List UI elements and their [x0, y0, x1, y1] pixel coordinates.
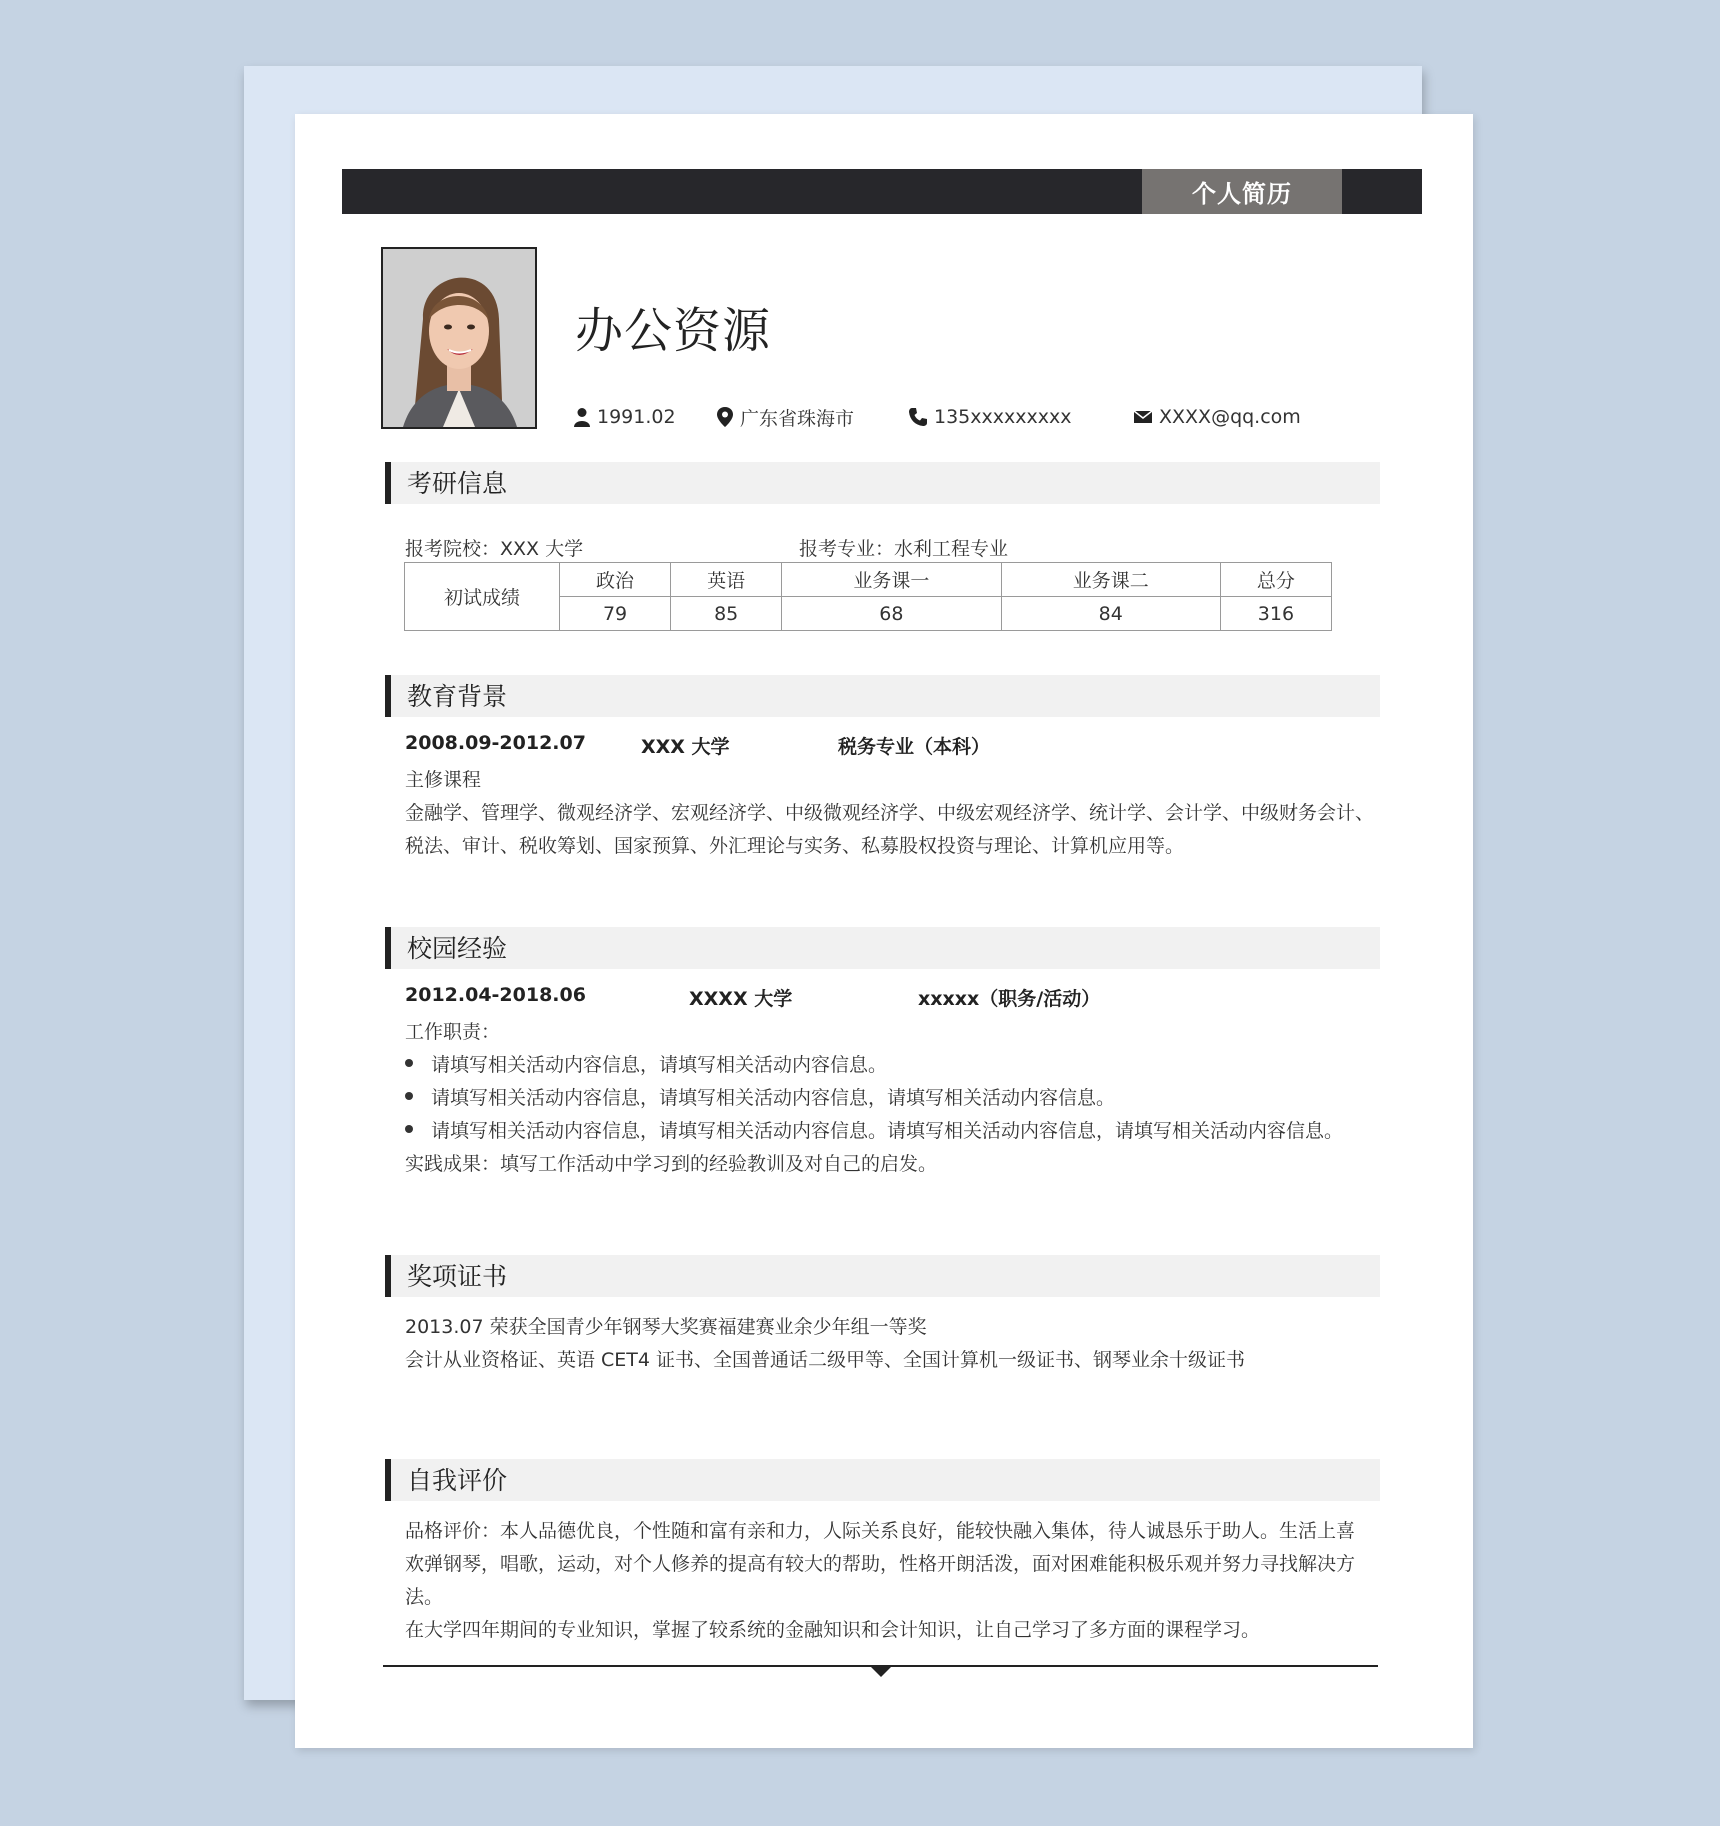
award-line-1: 2013.07 荣获全国青少年钢琴大奖赛福建赛业余少年组一等奖 — [405, 1316, 927, 1338]
score-col-politics: 政治 — [560, 563, 671, 597]
score-col-english: 英语 — [671, 563, 782, 597]
duty-item-3: 请填写相关活动内容信息，请填写相关活动内容信息。请填写相关活动内容信息，请填写相关活动内容信息。 — [405, 1116, 1343, 1143]
education-major: 税务专业（本科） — [838, 736, 991, 758]
education-school: XXX 大学 — [641, 736, 730, 758]
email-info — [1133, 402, 1301, 432]
campus-period: 2012.04-2018.06 — [405, 984, 586, 1006]
score-col-total: 总分 — [1220, 563, 1331, 597]
exam-score-table — [404, 562, 1332, 631]
header-bar — [342, 169, 1422, 214]
duty-item-2: 请填写相关活动内容信息，请填写相关活动内容信息，请填写相关活动内容信息。 — [405, 1083, 1115, 1110]
self-eval-line-3: 法。 — [405, 1586, 444, 1608]
self-eval-section-title: 自我评价 — [407, 1466, 508, 1495]
email-text: XXXX@qq.com — [1159, 406, 1301, 428]
campus-section-title: 校园经验 — [407, 934, 508, 963]
practice-result: 实践成果：填写工作活动中学习到的经验教训及对自己的启发。 — [405, 1153, 938, 1175]
location-info — [716, 402, 854, 432]
location-pin-icon — [716, 406, 734, 428]
portrait-image — [383, 249, 535, 427]
score-politics: 79 — [560, 597, 671, 631]
awards-section-title: 奖项证书 — [407, 1262, 508, 1291]
awards-section-header — [385, 1255, 1380, 1297]
person-icon — [573, 407, 591, 427]
score-course1: 68 — [782, 597, 1001, 631]
envelope-icon — [1133, 409, 1153, 425]
duty-label: 工作职责： — [405, 1021, 501, 1043]
phone-text: 135xxxxxxxxx — [934, 406, 1072, 428]
education-section-header — [385, 675, 1380, 717]
birth-text: 1991.02 — [597, 406, 676, 428]
exam-section-title: 考研信息 — [407, 469, 508, 498]
bottom-divider-arrow — [871, 1667, 891, 1677]
phone-info — [908, 402, 1071, 432]
score-total: 316 — [1220, 597, 1331, 631]
campus-section-header — [385, 927, 1380, 969]
self-eval-line-4: 在大学四年期间的专业知识，掌握了较系统的金融知识和会计知识，让自己学习了多方面的课程学习。 — [405, 1619, 1261, 1641]
campus-school: XXXX 大学 — [689, 988, 793, 1010]
profile-photo — [381, 247, 537, 429]
score-row-label: 初试成绩 — [405, 563, 560, 631]
duty-item-1: 请填写相关活动内容信息，请填写相关活动内容信息。 — [405, 1050, 887, 1077]
phone-icon — [908, 407, 928, 427]
header-tag: 个人简历 — [1142, 169, 1342, 214]
location-text: 广东省珠海市 — [740, 407, 855, 430]
birth-info — [573, 402, 676, 432]
exam-major: 报考专业：水利工程专业 — [799, 538, 1009, 560]
courses-line-2: 税法、审计、税收筹划、国家预算、外汇理论与实务、私募股权投资与理论、计算机应用等。 — [405, 835, 1185, 857]
score-col-course1: 业务课一 — [782, 563, 1001, 597]
self-eval-section-header — [385, 1459, 1380, 1501]
courses-line-1: 金融学、管理学、微观经济学、宏观经济学、中级微观经济学、中级宏观经济学、统计学、会计学、中级财务会计、 — [405, 802, 1375, 824]
self-eval-line-1: 品格评价：本人品德优良，个性随和富有亲和力，人际关系良好，能较快融入集体，待人诚恳乐于助人。生活上喜 — [405, 1520, 1356, 1542]
education-section-title: 教育背景 — [407, 682, 508, 711]
campus-role: xxxxx（职务/活动） — [918, 988, 1101, 1010]
exam-section-header — [385, 462, 1380, 504]
table-row — [405, 563, 1332, 597]
score-course2: 84 — [1001, 597, 1220, 631]
score-english: 85 — [671, 597, 782, 631]
education-period: 2008.09-2012.07 — [405, 732, 586, 754]
award-line-2: 会计从业资格证、英语 CET4 证书、全国普通话二级甲等、全国计算机一级证书、钢琴业余十级证书 — [405, 1349, 1246, 1371]
resume-sheet — [295, 114, 1473, 1748]
self-eval-line-2: 欢弹钢琴，唱歌，运动，对个人修养的提高有较大的帮助，性格开朗活泼，面对困难能积极乐观并努力寻找解决方 — [405, 1553, 1356, 1575]
exam-school: 报考院校：XXX 大学 — [405, 538, 584, 560]
candidate-name: 办公资源 — [575, 303, 772, 359]
courses-label: 主修课程 — [405, 769, 482, 791]
score-col-course2: 业务课二 — [1001, 563, 1220, 597]
